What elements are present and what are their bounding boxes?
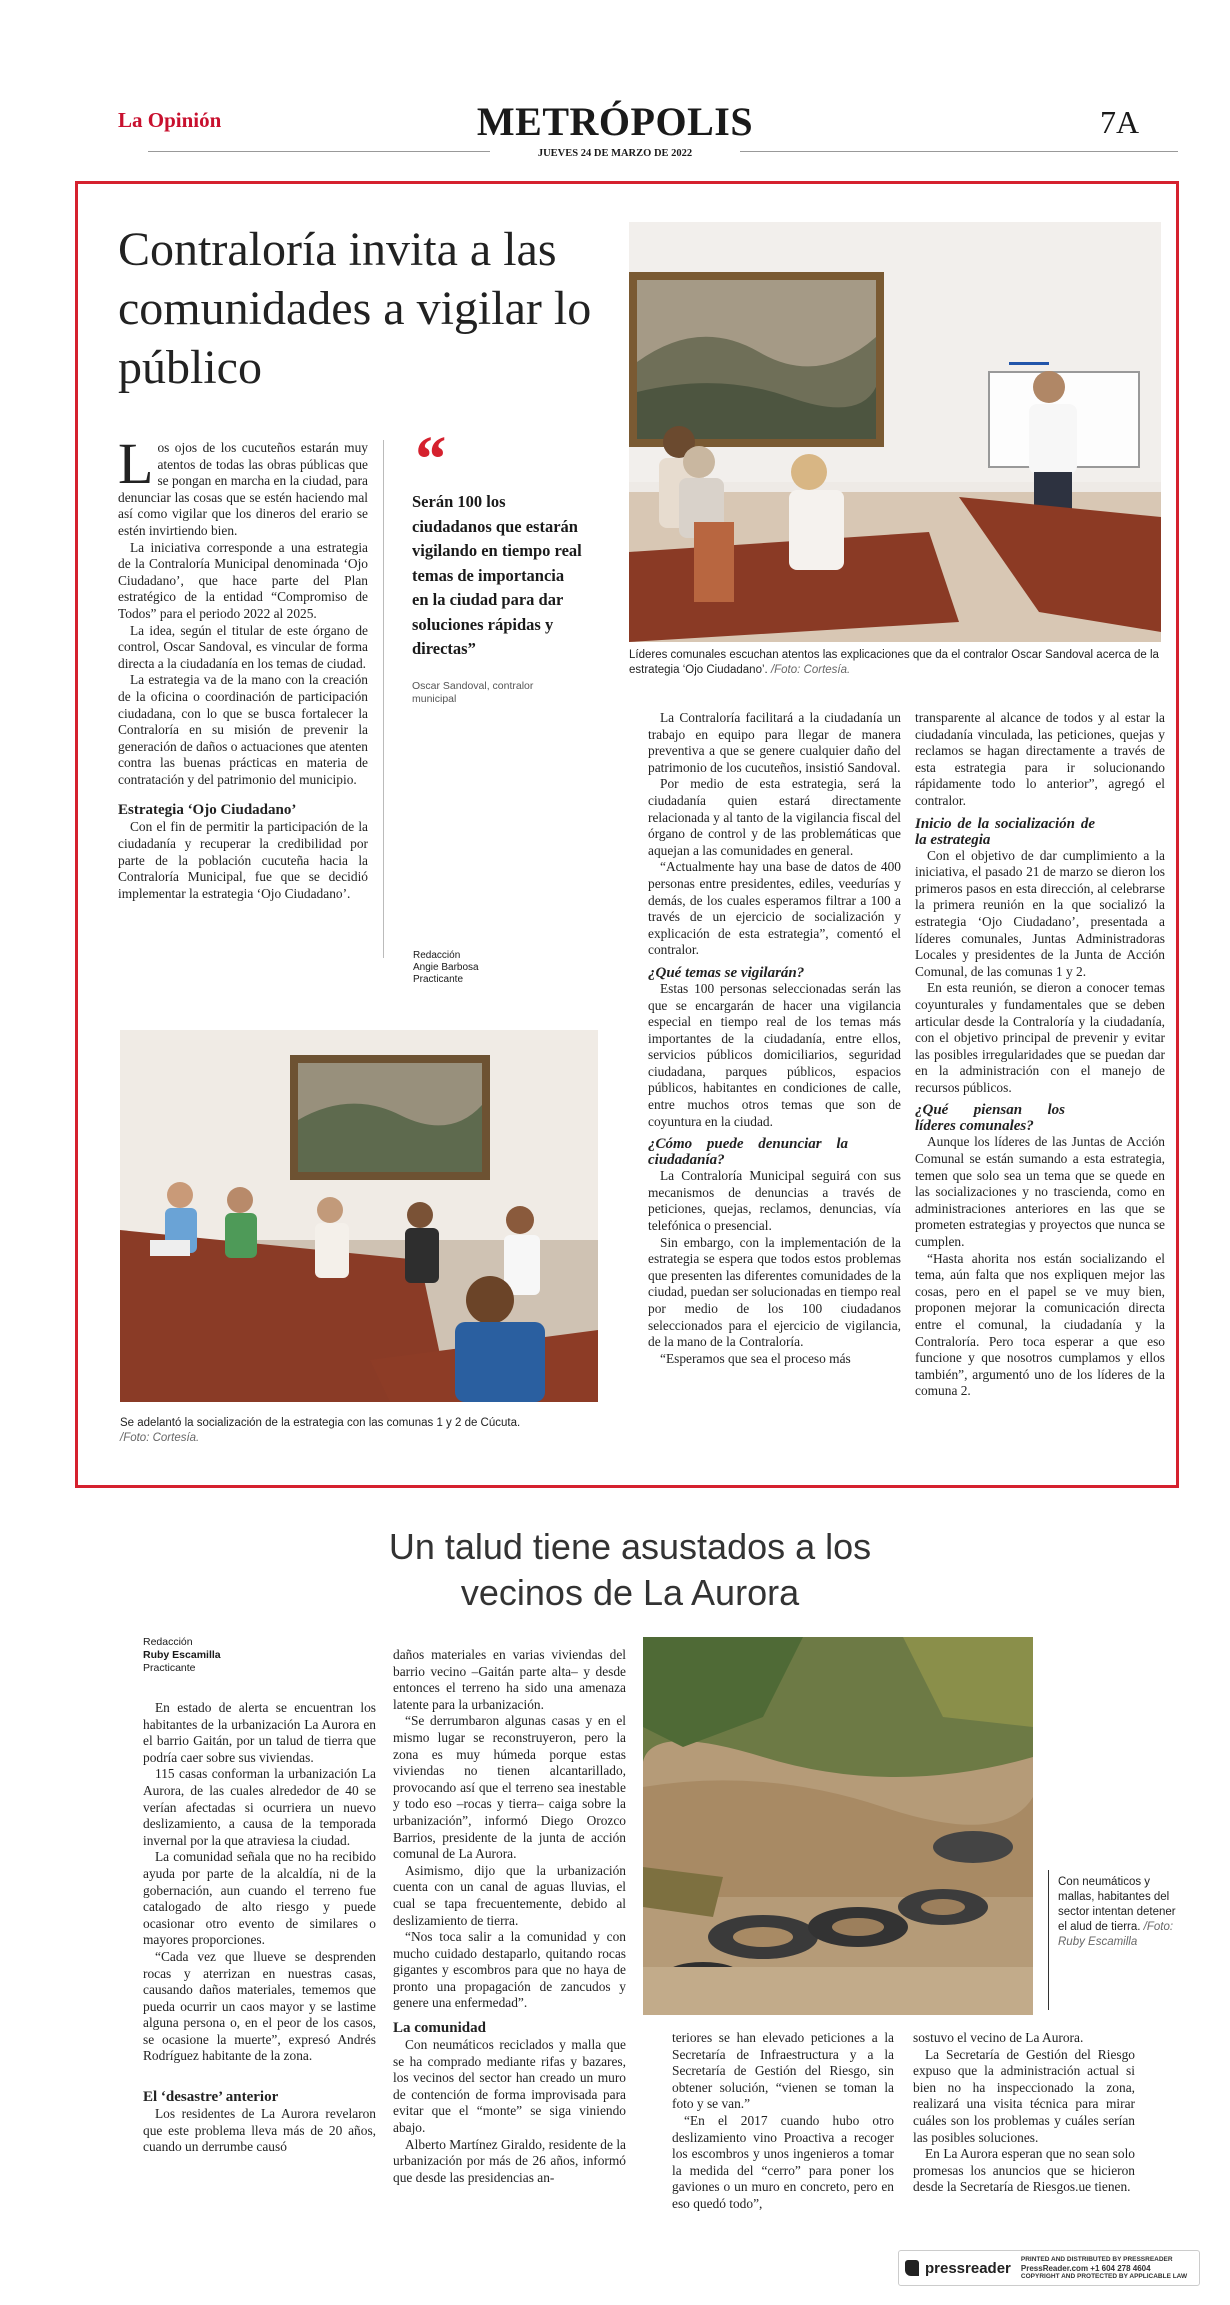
paragraph: Asimismo, dijo que la urbanización cuenta con un canal de aguas lluvias, el cual se tapa frecuentemente, debido al deslizamiento de tierra. <box>393 1862 626 1928</box>
byline-name: Angie Barbosa <box>413 962 479 973</box>
caption-text: Líderes comunales escuchan atentos las explicaciones que da el contralor Oscar Sandoval acerca de la estrategia ‘Ojo Ciudadano’. <box>629 649 1159 676</box>
article-column-4 <box>915 710 1165 1400</box>
subheading: ¿Cómo puede denunciar la ciudadanía? <box>648 1136 848 1169</box>
photo-credit: /Foto: Cortesía. <box>770 664 851 676</box>
paragraph: En estado de alerta se encuentran los habitantes de la urbanización La Aurora en el barrio Gaitán, por un talud de tierra que podría caer sobre sus viviendas. <box>143 1700 376 1765</box>
article-column-4 <box>913 2030 1135 2196</box>
quote-mark: “ <box>412 423 445 496</box>
paragraph: 115 casas conforman la urbanización La Aurora, de las cuales alrededor de 40 se verían afectadas si ocurriera un nuevo deslizamiento, a causa de la temporada invernal por la que atraviesa la ciudad. <box>143 1766 376 1848</box>
subheading: Estrategia ‘Ojo Ciudadano’ <box>118 802 297 819</box>
paragraph: Los residentes de La Aurora revelaron que este problema lleva más de 20 años, cuando un derrumbe causó <box>143 2106 376 2155</box>
paragraph: daños materiales en varias viviendas del barrio vecino –Gaitán parte alta– y desde entonces el terreno ha sido una amenaza latente para la urbanización. <box>393 1647 626 1712</box>
paragraph: Con el objetivo de dar cumplimiento a la iniciativa, el pasado 21 de marzo se dieron los primeros pasos en esta dirección, al celebrarse la primera reunión en la que socializó la estrategia ‘Ojo Ciudadano’, presentada a líderes comunales, Juntas Administradoras Locales y presidentes de la Junta de Acción Comunal, de las comunas 1 y 2. <box>915 847 1165 979</box>
article-column-1 <box>118 431 368 902</box>
paragraph: Estas 100 personas seleccionadas serán las que se encargarán de hacer una vigilancia especial en tiempo real de los temas más importantes de la ciudadanía, entre ellos, servicios públicos domiciliarios, seguridad ciudadana, parques públicos, espacios públicos, habitantes en condiciones de calle, entre muchos otros temas que son de coyuntura en la ciudad. <box>648 980 901 1129</box>
quote-author: Oscar Sandoval, contralor municipal <box>412 680 534 705</box>
paragraph: En esta reunión, se dieron a conocer temas coyunturales y fundamentales que se deben articular desde la Contraloría y la ciudadanía, con el objetivo principal de prevenir y evitar las posibles irregularidades que se puedan dar en la administración con el manejo de recursos públicos. <box>915 980 1165 1095</box>
byline <box>413 950 479 986</box>
paragraph: “Cada vez que llueve se desprenden rocas y aterrizan en nuestras casas, causando daños materiales, tememos que pueda ocurrir un caos mayor y se lastime alguna persona o, en el peor de los casos, se ocasione la muerte”, expresó Andrés Rodríguez habitante de la zona. <box>143 1948 376 2064</box>
footer-line: PRINTED AND DISTRIBUTED BY PRESSREADER <box>1020 2255 1173 2263</box>
paragraph: “Esperamos que sea el proceso más <box>660 1350 851 1366</box>
paragraph: Sin embargo, con la implementación de la estrategia se espera que todos estos problemas que presenten las diferentes comunidades de la ciudad, puedan ser solucionadas en tiempo real por medio de los 100 ciudadanos seleccionados para el ejercicio de vigilancia, de la mano de la Contraloría. <box>648 1234 901 1350</box>
subheading: El ‘desastre’ anterior <box>143 2089 279 2106</box>
article-column-2 <box>393 1647 626 2186</box>
caption-divider <box>1048 1870 1049 2010</box>
page-number: 7A <box>1100 104 1140 140</box>
drop-cap: L <box>118 431 154 496</box>
photo-slope-tires <box>643 1637 1033 2015</box>
article-column-3 <box>648 710 901 1367</box>
photo-credit: /Foto: Ruby Escamilla <box>1058 1921 1174 1948</box>
footer-line: PressReader.com +1 604 278 4604 <box>1020 2263 1151 2273</box>
paragraph: La comunidad señala que no ha recibido ayuda por parte de la alcaldía, ni de la gobernación, aun cuando el terreno fue catalogado de alto riesgo y puede ocasionar otro evento de similares o mayores proporciones. <box>143 1849 376 1948</box>
edition-date: JUEVES 24 DE MARZO DE 2022 <box>490 148 740 159</box>
byline-label: Redacción <box>143 1636 193 1648</box>
paragraph: La iniciativa corresponde a una estrategia de la Contraloría Municipal denominada ‘Ojo Ciudadano’, que hace parte del Plan estratégico de la entidad “Compromiso de Todos” para el periodo 2022 al 2025. <box>118 539 368 621</box>
paragraph: Con neumáticos reciclados y malla que se ha comprado mediante rifas y bazares, los vecinos del sector han creado un muro de contención de forma improvisada para evitar que el “monte” se siga viniendo abajo. <box>393 2037 626 2136</box>
photo-caption <box>629 648 1159 678</box>
paragraph: La Contraloría facilitará a la ciudadanía un trabajo en equipo para llegar de manera preventiva a que se genere cualquier daño del patrimonio de los cucuteños, insistió Sandoval. <box>648 710 901 775</box>
paragraph: sostuvo el vecino de La Aurora. <box>913 2030 1084 2045</box>
publication-logo: La Opinión <box>118 108 222 132</box>
byline-role: Practicante <box>143 1662 196 1674</box>
caption-text: Con neumáticos y mallas, habitantes del sector intentan detener el alud de tierra. <box>1058 1876 1176 1933</box>
paragraph: “Nos toca salir a la comunidad y con mucho cuidado destaparlo, quitando rocas gigantes y escombros para que no haya de pronto una propagación de zancudos y genere una enfermedad”. <box>393 1929 626 2011</box>
byline <box>143 1636 221 1675</box>
photo-caption <box>120 1416 540 1446</box>
paragraph: Con el fin de permitir la participación de la ciudadanía y recuperar la credibilidad por parte de la población cucuteña hacia la Contraloría Municipal, fue que se decidió implementar la estrategia ‘Ojo Ciudadano’. <box>118 819 368 901</box>
paragraph: transparente al alcance de todos y al estar la ciudadanía vinculada, las peticiones, quejas y reclamos se hagan directamente a través de esta estrategia para ir solucionando rápidamente todo lo anterior”, agregó el contralor. <box>915 710 1165 808</box>
pull-quote: Serán 100 los ciudadanos que estarán vigilando en tiempo real temas de importancia en la ciudad para dar soluciones rápidas y directas” <box>412 492 582 658</box>
paragraph: La Contraloría Municipal seguirá con sus mecanismos de denuncias a través de peticiones, quejas, reclamos, denuncias, vía telefónica o presencial. <box>648 1168 901 1234</box>
article-headline: Un talud tiene asustados a los vecinos de La Aurora <box>388 1526 872 1613</box>
paragraph: La idea, según el titular de este órgano de control, Oscar Sandoval, es vincular de forma directa a la ciudadanía en los temas de ciudad. <box>118 622 368 671</box>
byline-label: Redacción <box>413 950 461 961</box>
subheading: ¿Qué piensan los líderes comunales? <box>915 1102 1065 1135</box>
photo-meeting-speaker <box>629 222 1161 642</box>
paragraph: “Se derrumbaron algunas casas y en el mismo lugar se reconstruyeron, pero la zona es muy húmeda porque estas viviendas no tienen alcantarillado, provocando así que el terreno sea inestable y todo eso –rocas y tierra– caiga sobre la urbanización”, informó Diego Orozco Barrios, presidente de la junta de acción comunal de La Aurora. <box>393 1713 626 1862</box>
paragraph: “Hasta ahorita nos están socializando el tema, aún falta que nos expliquen mejor las cosas, pero en el papel se ve muy bien, proponen mejorar la comunicación directa entre el comunal, la ciudadanía y la Contraloría. Pero toca esperar a que eso funcione y que nosotros cumplamos y ellos también”, argumentó uno de los líderes de la comuna 2. <box>915 1250 1165 1399</box>
paragraph: “Actualmente hay una base de datos de 400 personas entre presidentes, ediles, veedurías y demás, de los cuales esperamos filtrar a 100 a través de un ejercicio de socialización y explicación de esta estrategia”, comentó el contralor. <box>648 859 901 958</box>
footer-line: COPYRIGHT AND PROTECTED BY APPLICABLE LAW <box>1020 2272 1188 2280</box>
paragraph: “En el 2017 cuando hubo otro deslizamiento vino Proactiva a recoger los escombros y unos ingenieros a tomar la medida del “cerro” para poner los gaviones o un muro en concreto, pero en eso quedó todo”, <box>672 2112 894 2211</box>
paragraph: Alberto Martínez Giraldo, residente de la urbanización por más de 26 años, informó que desde las presidencias an- <box>393 2136 626 2185</box>
lead-paragraph: os ojos de los cucuteños estarán muy atentos de todas las obras públicas que se pongan en marcha en la ciudad, para denunciar las cosas que se estén haciendo mal así como vigilar que los dineros del erario se estén invirtiendo bien. <box>118 440 368 538</box>
pressreader-icon <box>905 2260 919 2276</box>
article-headline: Contraloría invita a las comunidades a vigilar lo público <box>118 223 592 394</box>
pressreader-footer <box>898 2250 1200 2286</box>
subheading: ¿Qué temas se vigilarán? <box>648 964 805 981</box>
photo-credit: /Foto: Cortesía. <box>120 1432 200 1444</box>
photo-community-meeting <box>120 1030 598 1402</box>
article-column-1 <box>143 1700 376 2156</box>
photo-caption <box>1058 1875 1183 1950</box>
article-column-3 <box>672 2030 894 2213</box>
section-title: METRÓPOLIS <box>476 99 754 144</box>
subheading: La comunidad <box>393 2020 486 2037</box>
subheading: Inicio de la socialización de la estrategia <box>915 815 1095 848</box>
byline-name: Ruby Escamilla <box>143 1649 221 1661</box>
paragraph: La estrategia va de la mano con la creación de la oficina o coordinación de participación ciudadana, con lo que se busca fortalecer la Contraloría en su misión de prevenir la generación de daños o actuaciones que atenten contra las buenas prácticas en materia de contratación y del patrimonio del municipio. <box>118 672 368 787</box>
paragraph: La Secretaría de Gestión del Riesgo expuso que la administración actual si bien no ha inspeccionado la zona, realizará una visita técnica para mirar cuáles son los problemas y cuáles serían las posibles soluciones. <box>913 2046 1135 2145</box>
paragraph: Aunque los líderes de las Juntas de Acción Comunal se están sumando a esta estrategia, temen que solo sea un tema que se quede en las socializaciones y no trascienda, como en administraciones anteriores en las que se prometen estrategias y proyectos que nunca se cumplen. <box>915 1134 1165 1250</box>
paragraph: Por medio de esta estrategia, será la ciudadanía quien estará directamente relacionada y al tanto de la vigilancia fiscal del órgano de control y de las problemáticas que aquejan a las comunidades en general. <box>648 776 901 858</box>
byline-role: Practicante <box>413 974 464 985</box>
column-divider <box>383 440 384 958</box>
paragraph: En La Aurora esperan que no sean solo promesas los anuncios que se hicieron desde la Secretaría de Riesgos.ue tienen. <box>913 2146 1135 2195</box>
paragraph: teriores se han elevado peticiones a la Secretaría de Infraestructura y a la Secretaría de Gestión del Riesgo, sin obtener solución, “vienen se toman la foto y se van.” <box>672 2030 894 2112</box>
caption-text: Se adelantó la socialización de la estrategia con las comunas 1 y 2 de Cúcuta. <box>120 1417 521 1429</box>
pressreader-brand: pressreader <box>925 2259 1011 2277</box>
